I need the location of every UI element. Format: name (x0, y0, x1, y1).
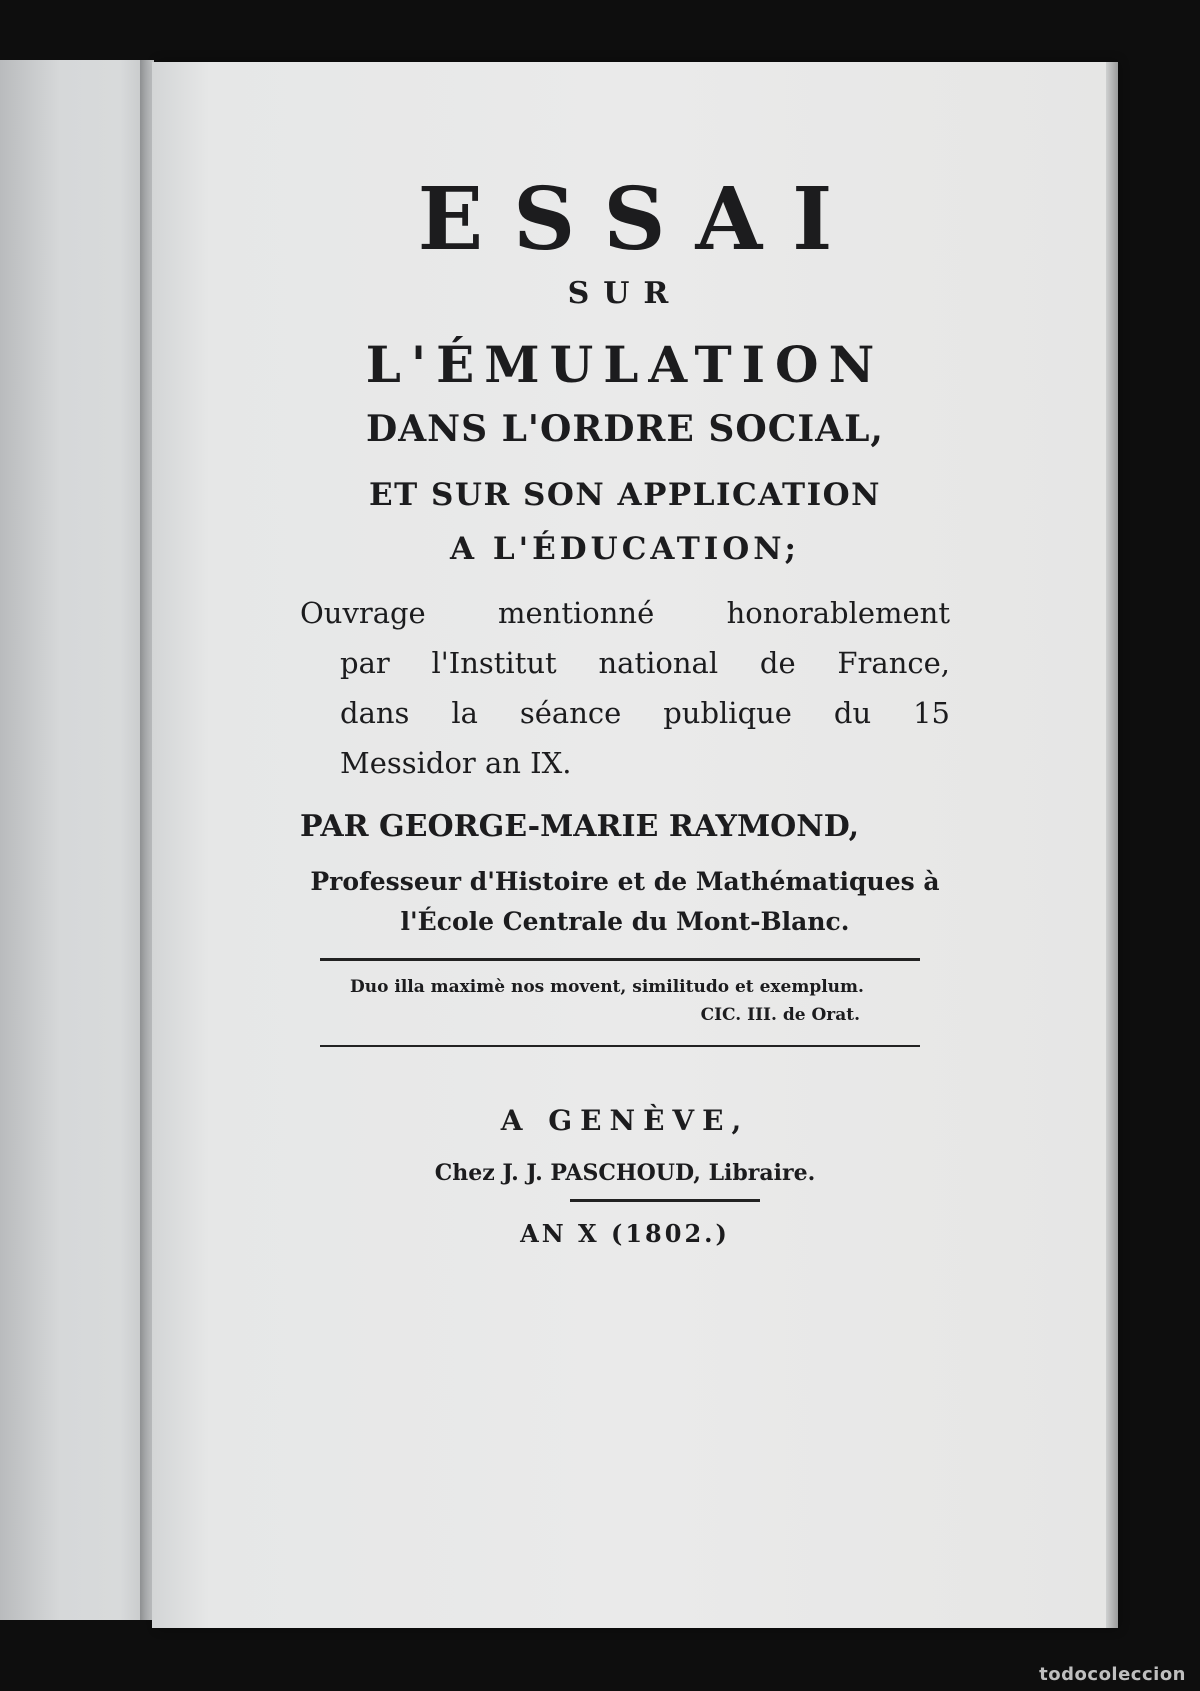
title-sur: SUR (567, 276, 683, 311)
epigraph: Duo illa maximè nos movent, similitudo et exemplum. (350, 977, 864, 997)
ouvrage-note (300, 588, 950, 788)
title-subject: L'ÉMULATION (365, 335, 885, 394)
author-profession: Professeur d'Histoire et de Mathématiques à (310, 867, 940, 896)
author-line: PAR GEORGE-MARIE RAYMOND, (300, 809, 860, 844)
imprint-publisher: Chez J. J. PASCHOUD, Libraire. (434, 1160, 816, 1186)
ouvrage-line: Messidor an IX. (340, 746, 572, 780)
imprint-place: A GENÈVE, (500, 1104, 750, 1137)
bottom-rule (320, 1045, 920, 1047)
ouvrage-line: Ouvrage mentionné honorablement (300, 596, 950, 630)
title-dans: DANS L'ORDRE SOCIAL, (366, 408, 884, 450)
top-rule (320, 958, 920, 961)
imprint-date: AN X (1802.) (520, 1219, 730, 1248)
page-edge (1106, 62, 1118, 1628)
watermark-logo: todocoleccion (1039, 1664, 1186, 1685)
ouvrage-line: par l'Institut national de France, (340, 646, 950, 680)
title-application: ET SUR SON APPLICATION (369, 477, 881, 513)
book-title: ESSAI (417, 169, 863, 270)
epigraph-source: CIC. III. de Orat. (700, 1005, 860, 1025)
imprint-rule (570, 1199, 760, 1202)
title-education: A L'ÉDUCATION; (450, 531, 800, 567)
title-page-text (300, 170, 950, 1254)
ouvrage-line: dans la séance publique du 15 (340, 696, 950, 730)
left-page (0, 60, 150, 1620)
author-school: l'École Centrale du Mont-Blanc. (400, 907, 850, 936)
